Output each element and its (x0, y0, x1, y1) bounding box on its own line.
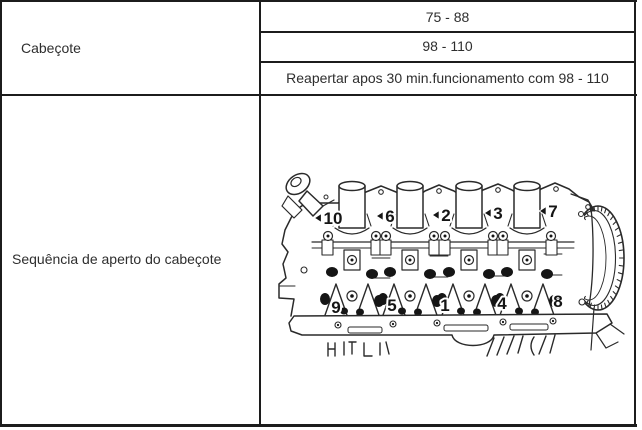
svg-text:8: 8 (553, 292, 563, 311)
table-right-border (634, 1, 636, 427)
svg-text:1: 1 (440, 296, 450, 315)
torque-value-3: Reapertar apos 30 min.funcionamento com 98 - 110 (286, 69, 609, 86)
cabecote-label: Cabeçote (21, 40, 81, 57)
sequencia-label: Sequência de aperto do cabeçote (12, 251, 222, 268)
row-label-cabecote (2, 3, 277, 94)
torque-value-1: 75 - 88 (425, 8, 470, 25)
torque-value-cell-2 (261, 32, 634, 61)
svg-text:9: 9 (331, 298, 341, 317)
svg-text:2: 2 (441, 206, 451, 225)
cylinder-head-diagram (276, 166, 632, 358)
svg-text:6: 6 (385, 207, 395, 226)
svg-text:3: 3 (493, 204, 503, 223)
casting-marks (328, 335, 555, 356)
svg-text:5: 5 (387, 296, 397, 315)
table-top-border (0, 0, 637, 2)
svg-text:4: 4 (497, 294, 507, 313)
svg-text:10: 10 (323, 209, 343, 228)
torque-value-cell-1 (261, 3, 634, 31)
torque-value-2: 98 - 110 (422, 38, 473, 55)
torque-value-cell-3 (261, 62, 634, 94)
table-bottom-border (0, 424, 637, 427)
row-label-sequencia (2, 95, 268, 424)
svg-text:7: 7 (548, 202, 558, 221)
